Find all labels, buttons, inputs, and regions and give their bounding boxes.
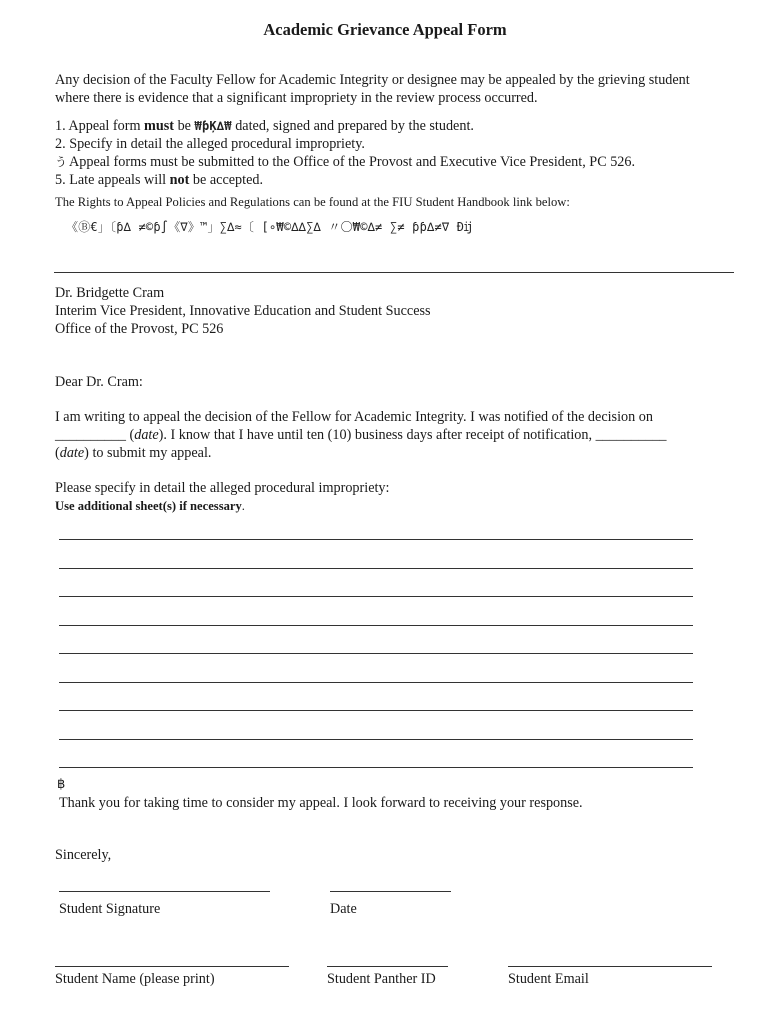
email-line[interactable] bbox=[508, 966, 712, 967]
rule-3 bbox=[55, 153, 635, 172]
recipient-office: Office of the Provost, PC 526 bbox=[55, 321, 224, 337]
impropriety-line-3[interactable] bbox=[59, 596, 693, 597]
rule-5-pre: 5. Late appeals will bbox=[55, 172, 170, 188]
impropriety-line-9[interactable] bbox=[59, 767, 693, 768]
date-blank-1[interactable]: __________ ( bbox=[55, 427, 135, 443]
recipient-name: Dr. Bridgette Cram bbox=[55, 285, 165, 301]
impropriety-line-7[interactable] bbox=[59, 710, 693, 711]
rule-2: 2. Specify in detail the alleged procedural impropriety. bbox=[55, 136, 365, 152]
body-line-3-post: ) to submit my appeal. bbox=[84, 445, 212, 461]
rule-5-post: be accepted. bbox=[189, 172, 264, 188]
email-label: Student Email bbox=[508, 971, 589, 987]
body-line-1: I am writing to appeal the decision of the Fellow for Academic Integrity. I was notified of the decision on bbox=[55, 409, 653, 425]
rule-1-post: dated, signed and prepared by the student. bbox=[231, 118, 474, 134]
rule-3-glyph: う bbox=[55, 155, 68, 169]
handbook-note: The Rights to Appeal Policies and Regulations can be found at the FIU Student Handbook link below: bbox=[55, 195, 570, 209]
body-line-3-pre: ( bbox=[55, 445, 60, 461]
closing: Sincerely, bbox=[55, 847, 112, 863]
body-line-2-rest[interactable]: ). I know that I have until ten (10) business days after receipt of notification, __________ bbox=[158, 427, 667, 443]
rule-1-garbled: ₩ƥĶ∆₩ bbox=[194, 119, 232, 133]
panther-id-label: Student Panther ID bbox=[327, 971, 436, 987]
date-label-1: date bbox=[134, 427, 159, 443]
additional-sheets-note bbox=[55, 497, 245, 516]
specify-prompt: Please specify in detail the alleged procedural impropriety: bbox=[55, 480, 390, 496]
intro-line-1: Any decision of the Faculty Fellow for Academic Integrity or designee may be appealed by the grieving student bbox=[55, 72, 690, 88]
body-line-2 bbox=[55, 426, 667, 445]
page-title: Academic Grievance Appeal Form bbox=[263, 20, 507, 39]
rule-1-mid: be bbox=[174, 118, 195, 134]
rule-1 bbox=[55, 117, 474, 136]
impropriety-line-1[interactable] bbox=[59, 539, 693, 540]
thanks-text: Thank you for taking time to consider my appeal. I look forward to receiving your response. bbox=[59, 795, 583, 811]
date-line[interactable] bbox=[330, 891, 451, 892]
rule-3-text: Appeal forms must be submitted to the Office of the Provost and Executive Vice President, PC 526. bbox=[69, 154, 636, 170]
stray-glyph: ฿ bbox=[57, 777, 66, 792]
additional-sheets-period: . bbox=[241, 499, 245, 513]
impropriety-line-8[interactable] bbox=[59, 739, 693, 740]
rule-1-pre: 1. Appeal form bbox=[55, 118, 145, 134]
signature-line[interactable] bbox=[59, 891, 270, 892]
panther-id-line[interactable] bbox=[327, 966, 448, 967]
impropriety-line-6[interactable] bbox=[59, 682, 693, 683]
section-divider bbox=[54, 272, 734, 273]
rule-5-bold: not bbox=[169, 172, 190, 188]
salutation: Dear Dr. Cram: bbox=[55, 374, 143, 390]
signature-label: Student Signature bbox=[59, 901, 161, 917]
impropriety-line-5[interactable] bbox=[59, 653, 693, 654]
impropriety-line-2[interactable] bbox=[59, 568, 693, 569]
rule-1-bold: must bbox=[144, 118, 175, 134]
impropriety-line-4[interactable] bbox=[59, 625, 693, 626]
student-name-line[interactable] bbox=[55, 966, 289, 967]
intro-line-2: where there is evidence that a significant impropriety in the review process occurred. bbox=[55, 90, 538, 106]
recipient-title: Interim Vice President, Innovative Education and Student Success bbox=[55, 303, 431, 319]
date-label-2: date bbox=[59, 445, 85, 461]
student-name-label: Student Name (please print) bbox=[55, 971, 215, 987]
rule-5 bbox=[55, 171, 263, 190]
body-line-3 bbox=[55, 444, 211, 463]
date-label: Date bbox=[330, 901, 357, 917]
handbook-link[interactable]: 《Ⓑ€」〔ƥ∆ ≠©ƥ∫《∇》™」∑∆≈〔 [∘₩©∆∆∑∆ 〃〇₩©∆≠ ∑≠ ƥƥ∆≠∇ Ɖĳ bbox=[66, 220, 472, 234]
additional-sheets-bold: Use additional sheet(s) if necessary bbox=[55, 499, 242, 513]
